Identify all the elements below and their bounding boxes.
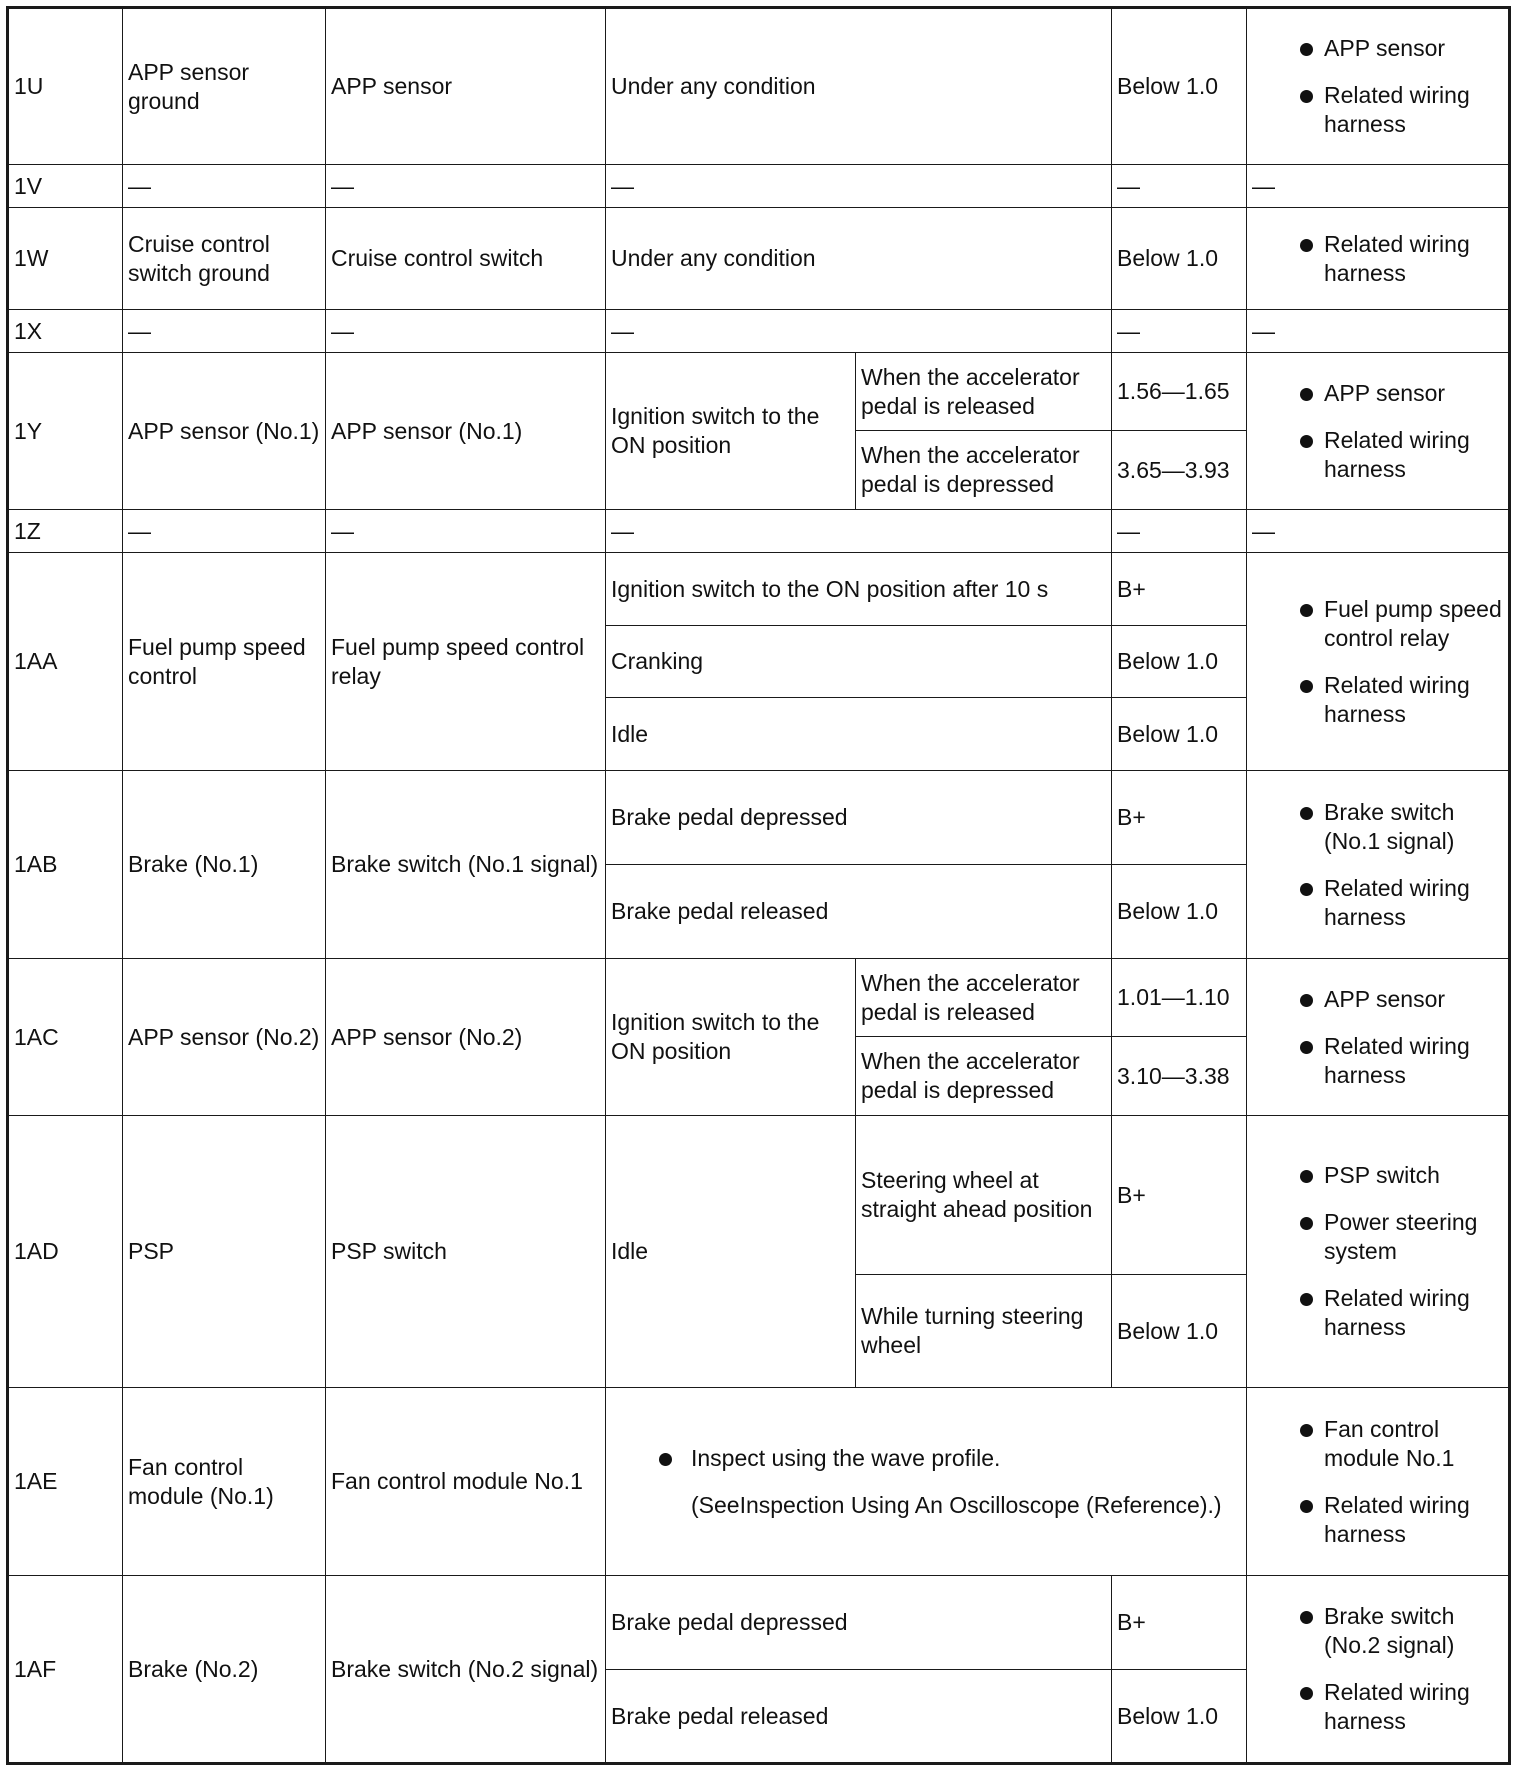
table-row bbox=[8, 208, 1510, 310]
condition-cell: Brake pedal released bbox=[606, 865, 1112, 959]
list-item: Related wiring harness bbox=[1252, 426, 1503, 484]
list-item: Related wiring harness bbox=[1252, 230, 1503, 288]
list-item: Related wiring harness bbox=[1252, 874, 1503, 932]
condition-cell: Brake pedal released bbox=[606, 1670, 1112, 1764]
list-item: Related wiring harness bbox=[1252, 1491, 1503, 1549]
connected-to-cell: Brake switch (No.2 signal) bbox=[326, 1576, 606, 1764]
table-row bbox=[8, 353, 1510, 431]
connected-to-cell: — bbox=[326, 310, 606, 353]
signal-cell: Cruise control switch ground bbox=[123, 208, 326, 310]
condition-cell: Ignition switch to the ON position after 10 s bbox=[606, 553, 1112, 626]
voltage-cell: — bbox=[1112, 510, 1247, 553]
terminal-cell: 1Z bbox=[8, 510, 123, 553]
table-row bbox=[8, 959, 1510, 1037]
action-cell bbox=[1247, 208, 1510, 310]
action-cell: — bbox=[1247, 510, 1510, 553]
voltage-cell: — bbox=[1112, 310, 1247, 353]
table-row bbox=[8, 553, 1510, 626]
voltage-cell: 3.65—3.93 bbox=[1112, 431, 1247, 510]
condition-cell: Idle bbox=[606, 1116, 856, 1388]
sub-condition-cell: When the accelerator pedal is depressed bbox=[856, 431, 1112, 510]
table-row bbox=[8, 310, 1510, 353]
terminal-cell: 1V bbox=[8, 165, 123, 208]
voltage-cell: B+ bbox=[1112, 553, 1247, 626]
action-cell bbox=[1247, 1116, 1510, 1388]
condition-cell: Under any condition bbox=[606, 8, 1112, 165]
sub-condition-cell: Steering wheel at straight ahead position bbox=[856, 1116, 1112, 1275]
sub-condition-cell: When the accelerator pedal is depressed bbox=[856, 1037, 1112, 1116]
list-item: Related wiring harness bbox=[1252, 1678, 1503, 1736]
condition-cell: Cranking bbox=[606, 626, 1112, 698]
sub-condition-cell: When the accelerator pedal is released bbox=[856, 353, 1112, 431]
voltage-cell: Below 1.0 bbox=[1112, 626, 1247, 698]
list-item: Brake switch (No.2 signal) bbox=[1252, 1602, 1503, 1660]
connected-to-cell: APP sensor bbox=[326, 8, 606, 165]
action-cell bbox=[1247, 1576, 1510, 1764]
terminal-voltage-table bbox=[6, 6, 1511, 1765]
action-cell bbox=[1247, 553, 1510, 771]
terminal-cell: 1AD bbox=[8, 1116, 123, 1388]
voltage-cell: — bbox=[1112, 165, 1247, 208]
table-row bbox=[8, 165, 1510, 208]
list-item: Fan control module No.1 bbox=[1252, 1415, 1503, 1473]
list-item: Related wiring harness bbox=[1252, 1032, 1503, 1090]
action-cell bbox=[1247, 959, 1510, 1116]
connected-to-cell: APP sensor (No.2) bbox=[326, 959, 606, 1116]
terminal-cell: 1AB bbox=[8, 771, 123, 959]
voltage-cell: Below 1.0 bbox=[1112, 698, 1247, 771]
terminal-cell: 1AA bbox=[8, 553, 123, 771]
voltage-cell: Below 1.0 bbox=[1112, 865, 1247, 959]
list-item: PSP switch bbox=[1252, 1161, 1503, 1190]
list-item: Related wiring harness bbox=[1252, 671, 1503, 729]
connected-to-cell: Brake switch (No.1 signal) bbox=[326, 771, 606, 959]
terminal-cell: 1AE bbox=[8, 1388, 123, 1576]
signal-cell: — bbox=[123, 510, 326, 553]
action-cell bbox=[1247, 1388, 1510, 1576]
condition-cell: — bbox=[606, 510, 1112, 553]
terminal-cell: 1U bbox=[8, 8, 123, 165]
action-cell: — bbox=[1247, 310, 1510, 353]
signal-cell: Brake (No.2) bbox=[123, 1576, 326, 1764]
sub-condition-cell: While turning steering wheel bbox=[856, 1275, 1112, 1388]
table-row bbox=[8, 771, 1510, 865]
condition-cell: — bbox=[606, 310, 1112, 353]
condition-cell: Ignition switch to the ON position bbox=[606, 353, 856, 510]
action-cell bbox=[1247, 353, 1510, 510]
list-item: Brake switch (No.1 signal) bbox=[1252, 798, 1503, 856]
list-item: Fuel pump speed control relay bbox=[1252, 595, 1503, 653]
terminal-cell: 1W bbox=[8, 208, 123, 310]
list-item: APP sensor bbox=[1252, 34, 1503, 63]
signal-cell: APP sensor (No.1) bbox=[123, 353, 326, 510]
voltage-cell: B+ bbox=[1112, 1116, 1247, 1275]
action-cell bbox=[1247, 771, 1510, 959]
note-text: Inspect using the wave profile. bbox=[691, 1444, 1001, 1471]
signal-cell: Brake (No.1) bbox=[123, 771, 326, 959]
list-item: Related wiring harness bbox=[1252, 1284, 1503, 1342]
note-reference: (SeeInspection Using An Oscilloscope (Reference).) bbox=[691, 1491, 1222, 1518]
signal-cell: APP sensor ground bbox=[123, 8, 326, 165]
condition-cell: — bbox=[606, 165, 1112, 208]
connected-to-cell: APP sensor (No.1) bbox=[326, 353, 606, 510]
terminal-cell: 1AC bbox=[8, 959, 123, 1116]
signal-cell: Fan control module (No.1) bbox=[123, 1388, 326, 1576]
voltage-cell: Below 1.0 bbox=[1112, 1670, 1247, 1764]
table-row bbox=[8, 8, 1510, 165]
action-cell bbox=[1247, 8, 1510, 165]
table-row bbox=[8, 1388, 1510, 1576]
terminal-cell: 1AF bbox=[8, 1576, 123, 1764]
list-item: Related wiring harness bbox=[1252, 81, 1503, 139]
condition-cell: Ignition switch to the ON position bbox=[606, 959, 856, 1116]
sub-condition-cell: When the accelerator pedal is released bbox=[856, 959, 1112, 1037]
table-row bbox=[8, 510, 1510, 553]
voltage-cell: 1.56—1.65 bbox=[1112, 353, 1247, 431]
condition-cell: Under any condition bbox=[606, 208, 1112, 310]
voltage-cell: Below 1.0 bbox=[1112, 1275, 1247, 1388]
list-item: APP sensor bbox=[1252, 379, 1503, 408]
signal-cell: — bbox=[123, 310, 326, 353]
voltage-cell: B+ bbox=[1112, 771, 1247, 865]
signal-cell: — bbox=[123, 165, 326, 208]
connected-to-cell: — bbox=[326, 165, 606, 208]
list-item: APP sensor bbox=[1252, 985, 1503, 1014]
signal-cell: APP sensor (No.2) bbox=[123, 959, 326, 1116]
connected-to-cell: — bbox=[326, 510, 606, 553]
table-row bbox=[8, 1116, 1510, 1275]
connected-to-cell: PSP switch bbox=[326, 1116, 606, 1388]
note-cell bbox=[606, 1388, 1247, 1576]
connected-to-cell: Fan control module No.1 bbox=[326, 1388, 606, 1576]
connected-to-cell: Fuel pump speed control relay bbox=[326, 553, 606, 771]
voltage-cell: Below 1.0 bbox=[1112, 8, 1247, 165]
voltage-cell: B+ bbox=[1112, 1576, 1247, 1670]
signal-cell: Fuel pump speed control bbox=[123, 553, 326, 771]
table-row bbox=[8, 1576, 1510, 1670]
connected-to-cell: Cruise control switch bbox=[326, 208, 606, 310]
condition-cell: Brake pedal depressed bbox=[606, 1576, 1112, 1670]
condition-cell: Brake pedal depressed bbox=[606, 771, 1112, 865]
condition-cell: Idle bbox=[606, 698, 1112, 771]
list-item: Power steering system bbox=[1252, 1208, 1503, 1266]
terminal-cell: 1Y bbox=[8, 353, 123, 510]
voltage-cell: 3.10—3.38 bbox=[1112, 1037, 1247, 1116]
terminal-cell: 1X bbox=[8, 310, 123, 353]
voltage-cell: Below 1.0 bbox=[1112, 208, 1247, 310]
voltage-cell: 1.01—1.10 bbox=[1112, 959, 1247, 1037]
list-item bbox=[611, 1444, 1241, 1520]
action-cell: — bbox=[1247, 165, 1510, 208]
signal-cell: PSP bbox=[123, 1116, 326, 1388]
